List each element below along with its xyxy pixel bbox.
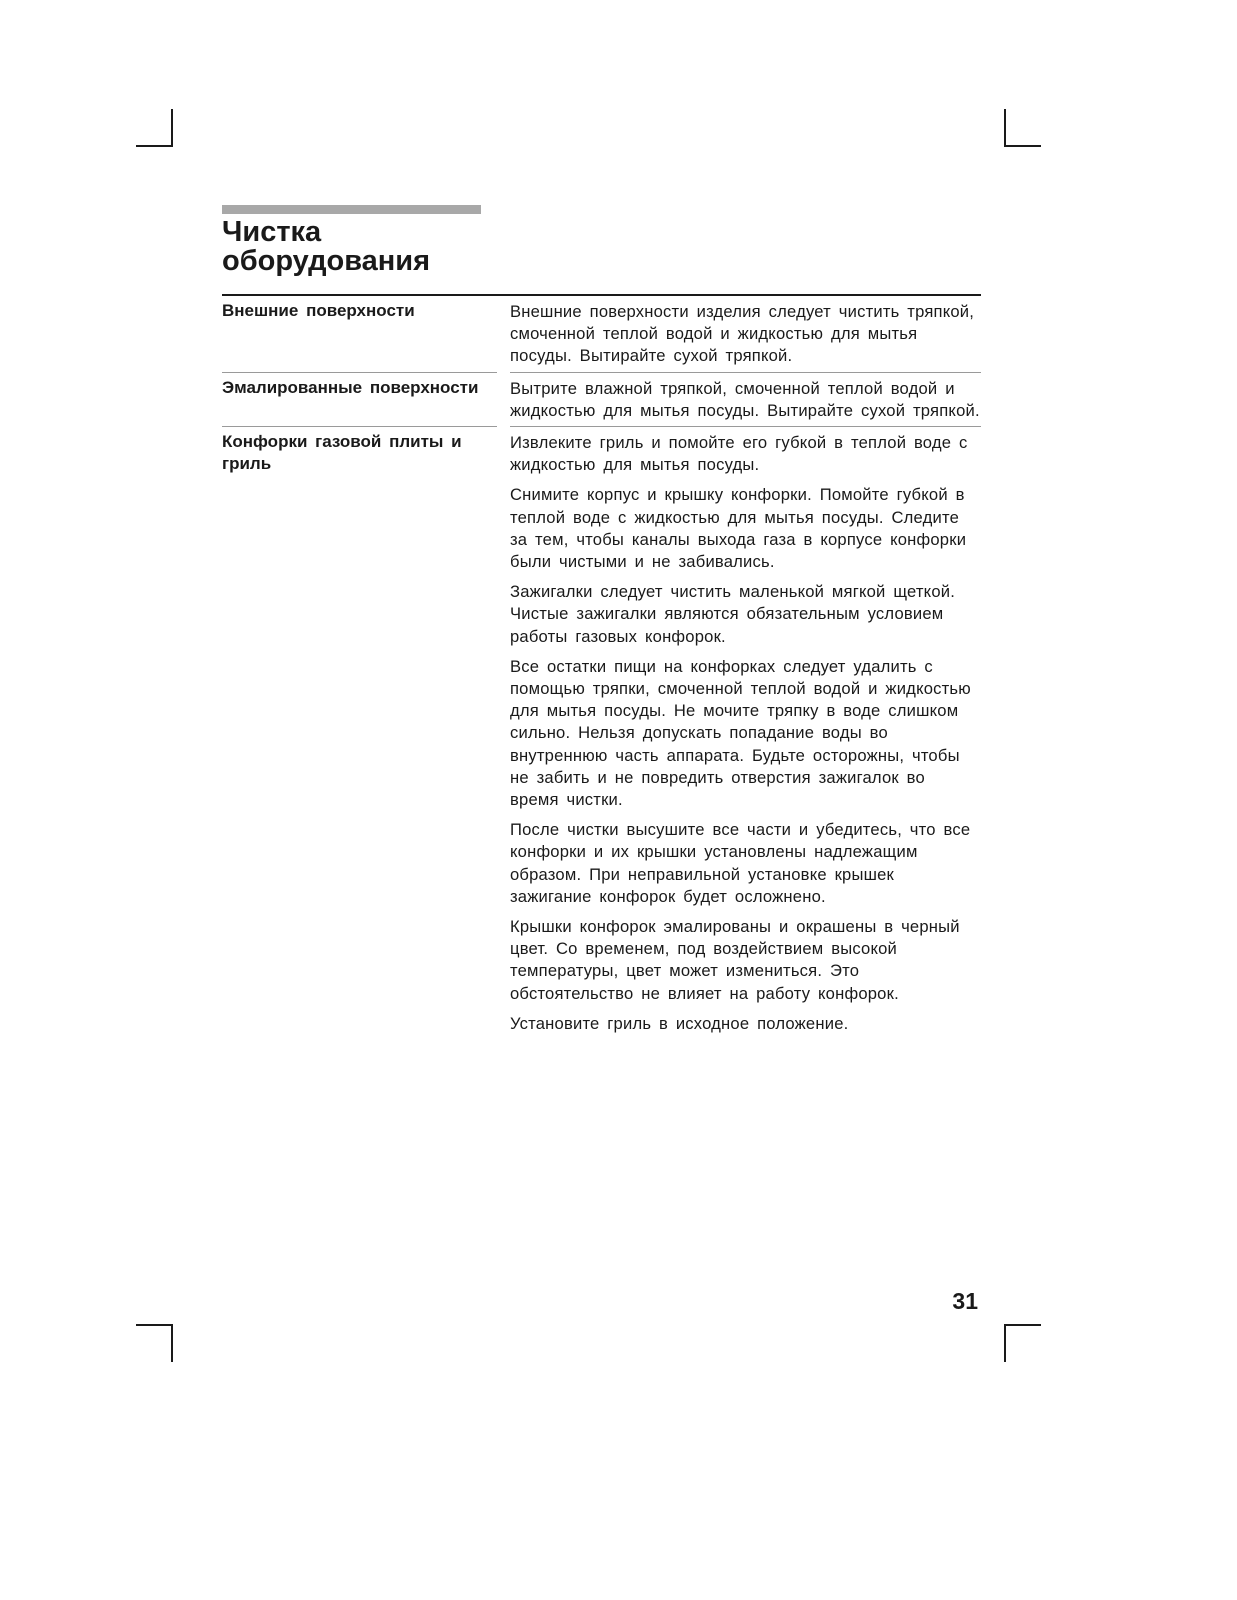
paragraph: После чистки высушите все части и убедитесь, что все конфорки и их крышки установлены надлежащим образом. При неправильной установке крышек зажигание конфорок будет осложнено. <box>510 820 971 906</box>
crop-mark-top-right-vertical <box>1004 109 1006 147</box>
table-row <box>222 372 981 426</box>
section-label: Внешние поверхности <box>222 301 415 320</box>
crop-mark-top-left-vertical <box>171 109 173 147</box>
crop-mark-top-right-horizontal <box>1004 145 1041 147</box>
paragraph: Снимите корпус и крышку конфорки. Помойте губкой в теплой воде с жидкостью для мытья посуды. Следите за тем, чтобы каналы выхода газа в корпусе конфорки были чистыми и не забивались. <box>510 485 967 572</box>
section-text <box>510 372 981 426</box>
cleaning-table <box>222 296 981 1039</box>
crop-mark-bottom-left-vertical <box>171 1324 173 1362</box>
table-row <box>222 426 981 1039</box>
crop-mark-bottom-right-vertical <box>1004 1324 1006 1362</box>
paragraph: Зажигалки следует чистить маленькой мягкой щеткой. Чистые зажигалки являются обязательным условием работы газовых конфорок. <box>510 582 956 646</box>
section-label: Конфорки газовой плиты и гриль <box>222 426 497 1039</box>
page-number: 31 <box>952 1288 978 1314</box>
crop-mark-top-left-horizontal <box>136 145 173 147</box>
section-text <box>510 426 981 1039</box>
title-accent-bar <box>222 205 481 214</box>
column-gap <box>497 372 510 426</box>
column-gap <box>497 426 510 1039</box>
crop-mark-bottom-right-horizontal <box>1004 1324 1041 1326</box>
paragraph: Установите гриль в исходное положение. <box>510 1013 849 1033</box>
column-gap <box>497 296 510 372</box>
page-title: Чистка оборудования <box>222 216 431 277</box>
paragraph: Извлеките гриль и помойте его губкой в теплой воде с жидкостью для мытья посуды. <box>510 433 968 475</box>
section-label: Эмалированные поверхности <box>222 372 497 426</box>
paragraph: Все остатки пищи на конфорках следует удалить с помощью тряпки, смоченной теплой водой и жидкостью для мытья посуды. Не мочите тряпку в воде слишком сильно. Нельзя допускать попадание воды во внутреннюю часть аппарата. Будьте осторожны, чтобы не забить и не повредить отверстия зажигалок во время чистки. <box>510 656 971 810</box>
paragraph: Крышки конфорок эмалированы и окрашены в черный цвет. Со временем, под воздействием высокой температуры, цвет может измениться. Это обстоятельство не влияет на работу конфорок. <box>510 917 960 1003</box>
section-text <box>510 296 981 372</box>
table-row <box>222 296 981 372</box>
crop-mark-bottom-left-horizontal <box>136 1324 173 1326</box>
paragraph: Внешние поверхности изделия следует чистить тряпкой, смоченной теплой водой и жидкостью для мытья посуды. Вытирайте сухой тряпкой. <box>510 302 975 366</box>
paragraph: Вытрите влажной тряпкой, смоченной теплой водой и жидкостью для мытья посуды. Вытирайте сухой тряпкой. <box>510 378 980 420</box>
